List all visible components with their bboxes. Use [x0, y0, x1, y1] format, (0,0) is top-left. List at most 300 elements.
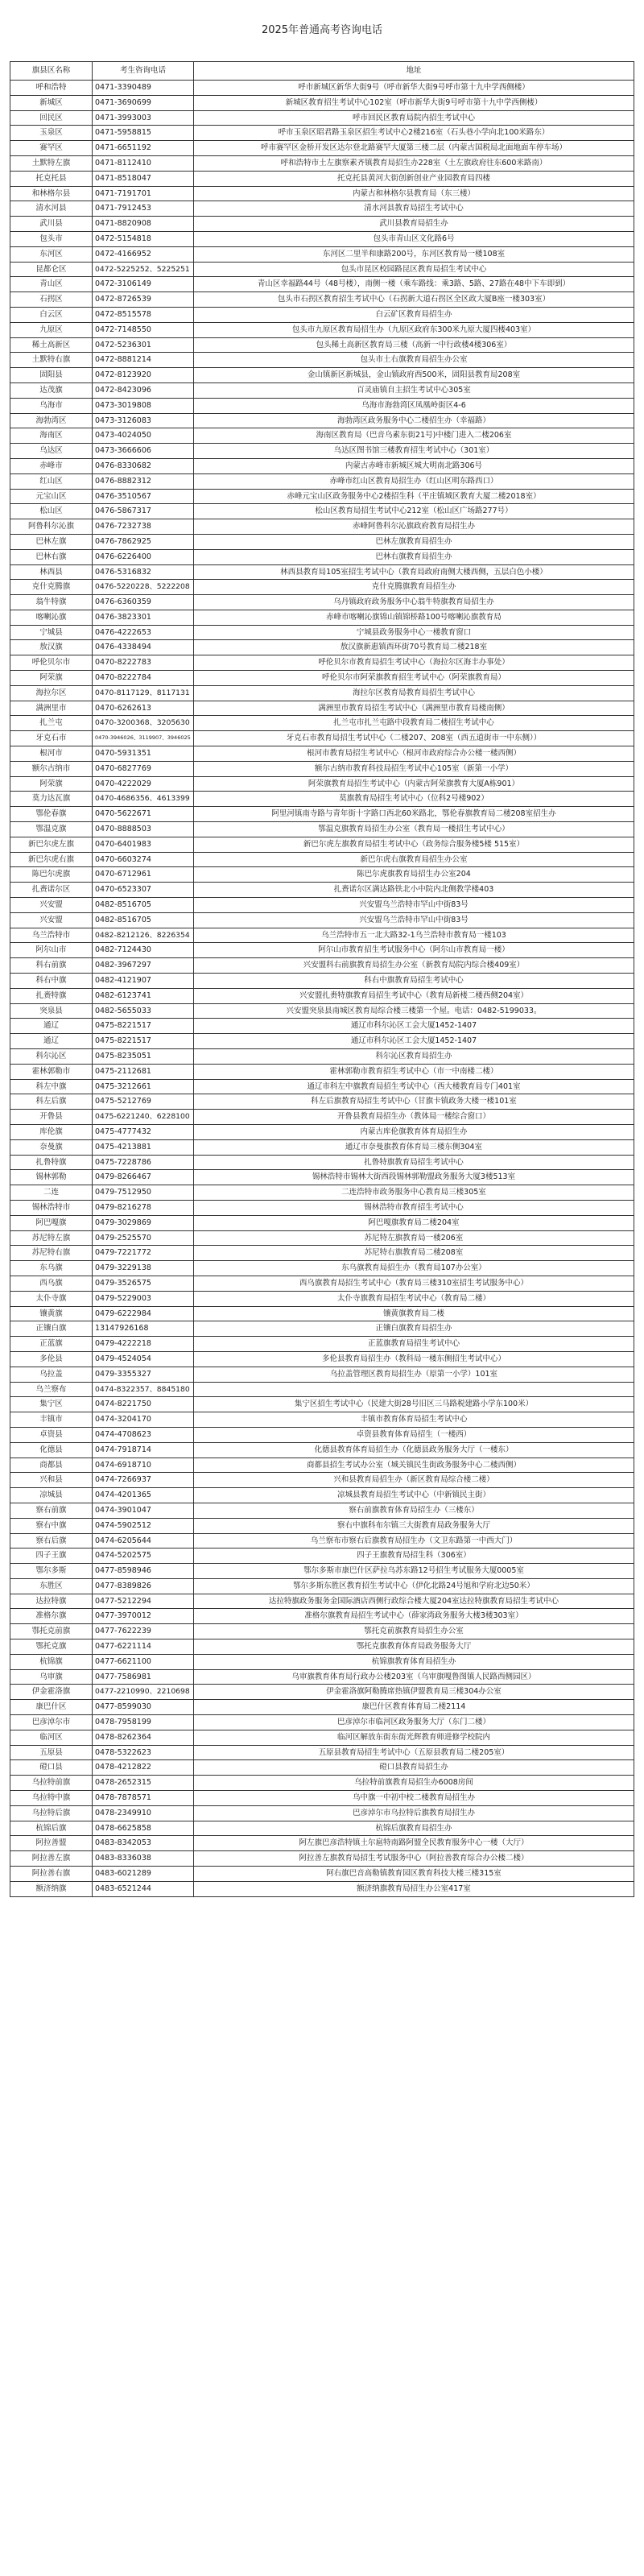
region-cell: 兴安盟 — [10, 912, 93, 928]
region-cell: 察右后旗 — [10, 1533, 93, 1548]
phone-cell: 0482-5655033 — [93, 1003, 194, 1019]
address-cell: 锡林浩特市锡林大街西段锡林郭勒盟政务服务大厦3楼513室 — [194, 1170, 634, 1185]
region-cell: 阿尔山市 — [10, 943, 93, 958]
table-row — [10, 1382, 634, 1397]
phone-cell: 0471-5958815 — [93, 126, 194, 141]
table-row — [10, 337, 634, 353]
table-row — [10, 625, 634, 640]
region-cell: 化德县 — [10, 1442, 93, 1458]
table-row — [10, 1427, 634, 1442]
region-cell: 回民区 — [10, 110, 93, 126]
phone-cell: 0477-8599030 — [93, 1700, 194, 1715]
address-cell: 托克托县黄河大街创新创业产业园教育局四楼 — [194, 171, 634, 186]
table-row — [10, 1685, 634, 1700]
table-row — [10, 246, 634, 262]
table-row — [10, 1185, 634, 1201]
address-cell: 阿拉善左旗教育局招生考试服务中心（阿拉善教育综合办公楼二楼） — [194, 1851, 634, 1867]
region-cell: 翁牛特旗 — [10, 595, 93, 610]
table-row — [10, 368, 634, 383]
table-row — [10, 307, 634, 322]
address-cell: 包头市石拐区教育招生考试中心（石拐新大道石拐区全区政大厦B座一楼303室） — [194, 292, 634, 308]
phone-cell: 0470-6262613 — [93, 701, 194, 716]
phone-cell: 0471-3390489 — [93, 81, 194, 96]
phone-cell: 0482-8212126、8226354 — [93, 928, 194, 943]
address-cell: 阿里河镇南寺路与青年街十字路口西北60米路北，鄂伦春旗教育局二楼208室招生办 — [194, 807, 634, 822]
table-row — [10, 852, 634, 867]
table-row — [10, 958, 634, 974]
table-row — [10, 428, 634, 444]
table-row — [10, 489, 634, 504]
table-row — [10, 1654, 634, 1669]
table-row — [10, 564, 634, 580]
address-cell: 科左后旗教育局招生考试中心（甘旗卡镇政务大楼一楼101室 — [194, 1094, 634, 1110]
phone-cell: 0478-8262364 — [93, 1730, 194, 1745]
phone-cell: 0475-7228786 — [93, 1155, 194, 1170]
phone-cell: 0471-8820908 — [93, 217, 194, 232]
table-row — [10, 867, 634, 883]
address-cell: 包头市土右旗教育局招生办公室 — [194, 353, 634, 368]
address-cell: 满洲里市教育局招生考试中心（满洲里市教育局楼南侧） — [194, 701, 634, 716]
table-row — [10, 1200, 634, 1215]
address-cell: 阿荣旗教育局招生考试中心（内蒙古阿荣旗教育大厦A栋901） — [194, 776, 634, 792]
phone-cell: 0476-4338494 — [93, 640, 194, 655]
address-cell: 杭锦后旗教育局招生办 — [194, 1821, 634, 1836]
phone-cell: 0477-2210990、2210698 — [93, 1685, 194, 1700]
region-cell: 兴和县 — [10, 1473, 93, 1488]
region-cell: 克什克腾旗 — [10, 580, 93, 595]
region-cell: 包头市 — [10, 231, 93, 246]
table-row — [10, 413, 634, 428]
table-row — [10, 1367, 634, 1382]
region-cell: 凉城县 — [10, 1488, 93, 1503]
address-cell: 正蓝旗教育局招生考试中心 — [194, 1337, 634, 1352]
phone-cell: 0478-4212822 — [93, 1760, 194, 1776]
table-row — [10, 262, 634, 277]
address-cell: 开鲁县教育局招生办（教体局一楼综合窗口） — [194, 1110, 634, 1125]
address-cell: 巴彦淖尔市乌拉特后旗教育局招生办 — [194, 1805, 634, 1821]
address-cell: 松山区教育局招生考试中心212室（松山区广场路277号） — [194, 504, 634, 519]
phone-cell: 0474-5202575 — [93, 1548, 194, 1564]
region-cell: 鄂伦春旗 — [10, 807, 93, 822]
address-cell: 扎赉诺尔区满达路铁北小中院内北侧教学楼403 — [194, 883, 634, 898]
address-cell: 巴彦淖尔市临河区政务服务大厅（东门二楼） — [194, 1715, 634, 1730]
address-cell: 镶黄旗教育局二楼 — [194, 1306, 634, 1321]
region-cell: 商都县 — [10, 1458, 93, 1473]
region-cell: 九原区 — [10, 322, 93, 337]
address-cell — [194, 1382, 634, 1397]
table-row — [10, 1881, 634, 1896]
phone-cell: 0475-4777432 — [93, 1124, 194, 1139]
phone-cell: 0482-6123741 — [93, 988, 194, 1003]
region-cell: 海勃湾区 — [10, 413, 93, 428]
phone-cell: 0473-4024050 — [93, 428, 194, 444]
phone-cell: 0474-5902512 — [93, 1518, 194, 1533]
address-cell: 太仆寺旗教育局招生考试中心（教育局二楼） — [194, 1291, 634, 1306]
address-cell: 宁城县政务服务中心一楼教育窗口 — [194, 625, 634, 640]
region-cell: 丰镇市 — [10, 1412, 93, 1428]
address-cell: 包头市九原区教育局招生办（九原区政府东300米九原大厦四楼403室） — [194, 322, 634, 337]
address-cell: 杭锦旗教育体育局招生办 — [194, 1654, 634, 1669]
phone-cell: 0475-8235051 — [93, 1049, 194, 1065]
region-cell: 牙克石市 — [10, 731, 93, 746]
region-cell: 正蓝旗 — [10, 1337, 93, 1352]
region-cell: 扎兰屯 — [10, 716, 93, 731]
region-cell: 扎鲁特旗 — [10, 1155, 93, 1170]
document-title: 2025年普通高考咨询电话 — [261, 24, 383, 36]
phone-cell: 0470-3946026、3119907、3946025 — [93, 731, 194, 746]
address-cell: 东河区二里半和康路200号，东河区教育局一楼108室 — [194, 246, 634, 262]
phone-cell: 0479-7221772 — [93, 1246, 194, 1261]
phone-cell: 0473-3666606 — [93, 444, 194, 459]
table-row — [10, 1548, 634, 1564]
phone-cell: 0472-8123920 — [93, 368, 194, 383]
region-cell: 和林格尔县 — [10, 186, 93, 201]
address-cell: 包头稀土高新区教育局三楼（高新一中行政楼4楼306室） — [194, 337, 634, 353]
table-row — [10, 655, 634, 671]
phone-cell: 0471-8112410 — [93, 155, 194, 171]
phone-cell: 0479-6222984 — [93, 1306, 194, 1321]
table-row — [10, 1700, 634, 1715]
address-cell: 牙克石市教育局招生考试中心（二楼207、208室（西五道街市一中东侧）） — [194, 731, 634, 746]
address-cell: 临河区解放东街东街光辉教育师进修学校院内 — [194, 1730, 634, 1745]
address-cell: 金山镇新区新城县，金山镇政府西500米，固阳县教育局208室 — [194, 368, 634, 383]
phone-cell: 0474-3204170 — [93, 1412, 194, 1428]
region-cell: 赛罕区 — [10, 141, 93, 156]
table-row — [10, 171, 634, 186]
address-cell: 敖汉旗新惠镇西环街70号教育局二楼218室 — [194, 640, 634, 655]
address-cell: 卓资县教育体育局招生（一楼西） — [194, 1427, 634, 1442]
address-cell: 乌丹镇政府政务服务中心翁牛特旗教育局招生办 — [194, 595, 634, 610]
table-row — [10, 1836, 634, 1851]
address-cell: 集宁区招生考试中心（民建大街28号旧区三马路税建路小学东100米） — [194, 1397, 634, 1412]
address-cell: 呼伦贝尔市阿荣旗教育招生考试中心（阿荣旗教育局） — [194, 671, 634, 686]
phone-cell: 0475-4213881 — [93, 1139, 194, 1155]
phone-cell: 0471-7912453 — [93, 201, 194, 217]
table-row — [10, 1351, 634, 1367]
region-cell: 稀土高新区 — [10, 337, 93, 353]
region-cell: 阿拉善左旗 — [10, 1851, 93, 1867]
region-cell: 玉泉区 — [10, 126, 93, 141]
address-cell: 察右前旗教育体育局招生办（三楼东） — [194, 1503, 634, 1518]
table-row — [10, 155, 634, 171]
phone-cell: 0470-4222029 — [93, 776, 194, 792]
region-cell: 库伦旗 — [10, 1124, 93, 1139]
phone-cell: 0475-2112681 — [93, 1064, 194, 1079]
phone-cell: 0479-8216278 — [93, 1200, 194, 1215]
table-row — [10, 928, 634, 943]
phone-cell: 0477-8389826 — [93, 1578, 194, 1594]
phone-cell: 0476-5220228、5222208 — [93, 580, 194, 595]
phone-cell: 0479-4222218 — [93, 1337, 194, 1352]
address-cell: 包头市昆区校园路昆区教育局招生考试中心 — [194, 262, 634, 277]
region-cell: 乌拉特后旗 — [10, 1805, 93, 1821]
table-row — [10, 580, 634, 595]
phone-cell: 0475-5212769 — [93, 1094, 194, 1110]
address-cell: 乌兰察布市察右后旗教育局招生办（文卫东路第一中西大门） — [194, 1533, 634, 1548]
region-cell: 阿鲁科尔沁旗 — [10, 519, 93, 535]
table-row — [10, 1639, 634, 1655]
region-cell: 鄂托克旗 — [10, 1639, 93, 1655]
phone-cell: 0474-7918714 — [93, 1442, 194, 1458]
phone-cell: 0470-8117129、8117131 — [93, 685, 194, 701]
address-cell: 赤峰阿鲁科尔沁旗政府教育局招生办 — [194, 519, 634, 535]
address-cell: 呼市回民区教育局院内招生考试中心 — [194, 110, 634, 126]
table-row — [10, 792, 634, 807]
table-row — [10, 519, 634, 535]
phone-cell: 0474-6205644 — [93, 1533, 194, 1548]
region-cell: 科尔沁区 — [10, 1049, 93, 1065]
table-row — [10, 1791, 634, 1806]
phone-cell: 0478-2349910 — [93, 1805, 194, 1821]
region-cell: 杭锦后旗 — [10, 1821, 93, 1836]
table-row — [10, 1473, 634, 1488]
phone-cell: 0470-3200368、3205630 — [93, 716, 194, 731]
table-header-row — [10, 62, 634, 81]
phone-cell: 0474-8322357、8845180 — [93, 1382, 194, 1397]
phone-cell: 0476-8330682 — [93, 458, 194, 473]
phone-cell: 0472-8515578 — [93, 307, 194, 322]
address-cell: 内蒙古赤峰市新城区城大明南北路306号 — [194, 458, 634, 473]
region-cell: 五原县 — [10, 1745, 93, 1760]
region-cell: 集宁区 — [10, 1397, 93, 1412]
address-cell: 百灵庙镇自主招生考试中心305室 — [194, 382, 634, 398]
region-cell: 乌审旗 — [10, 1669, 93, 1685]
region-cell: 通辽 — [10, 1019, 93, 1034]
phone-cell: 0474-7266937 — [93, 1473, 194, 1488]
table-row — [10, 1594, 634, 1609]
header-phone: 考生咨询电话 — [93, 62, 194, 81]
phone-cell: 0476-4222653 — [93, 625, 194, 640]
address-cell: 磴口县教育局招生办 — [194, 1760, 634, 1776]
phone-cell: 0479-5229003 — [93, 1291, 194, 1306]
region-cell: 敖汉旗 — [10, 640, 93, 655]
phone-cell: 0476-3823301 — [93, 610, 194, 625]
address-cell: 内蒙古库伦旗教育体育局招生办 — [194, 1124, 634, 1139]
table-row — [10, 1215, 634, 1230]
table-row — [10, 701, 634, 716]
region-cell: 扎赉特旗 — [10, 988, 93, 1003]
region-cell: 海南区 — [10, 428, 93, 444]
table-row — [10, 1110, 634, 1125]
phone-cell: 0482-8516705 — [93, 898, 194, 913]
address-cell: 察右中旗科布尔镇三大街教育局政务服务大厅 — [194, 1518, 634, 1533]
table-row — [10, 943, 634, 958]
address-cell: 乌中旗一中初中校二楼教育局招生办 — [194, 1791, 634, 1806]
address-cell: 商都县招生考试办公室（城关镇民生街政务服务中心二楼西侧） — [194, 1458, 634, 1473]
table-row — [10, 231, 634, 246]
table-row — [10, 534, 634, 549]
header-address: 地址 — [194, 62, 634, 81]
table-row — [10, 822, 634, 837]
address-cell: 乌兰浩特市五一北大路32-1乌兰浩特市教育局一楼103 — [194, 928, 634, 943]
region-cell: 乌海市 — [10, 398, 93, 413]
phone-cell: 0471-3690699 — [93, 95, 194, 110]
table-row — [10, 504, 634, 519]
phone-cell: 0472-5225252、5225251 — [93, 262, 194, 277]
region-cell: 多伦县 — [10, 1351, 93, 1367]
region-cell: 锡林郭勒 — [10, 1170, 93, 1185]
phone-cell: 0479-7512950 — [93, 1185, 194, 1201]
region-cell: 苏尼特右旗 — [10, 1246, 93, 1261]
region-cell: 白云区 — [10, 307, 93, 322]
region-cell: 达拉特旗 — [10, 1594, 93, 1609]
table-row — [10, 776, 634, 792]
address-cell: 扎兰屯市扎兰屯路中段教育局二楼招生考试中心 — [194, 716, 634, 731]
table-row — [10, 1488, 634, 1503]
region-cell: 额济纳旗 — [10, 1881, 93, 1896]
region-cell: 东胜区 — [10, 1578, 93, 1594]
table-row — [10, 1049, 634, 1065]
phone-cell: 0477-8598946 — [93, 1564, 194, 1579]
table-row — [10, 898, 634, 913]
address-cell: 阿左旗巴彦浩特镇土尔扈特南路阿盟全民教育服务中心一楼（大厅） — [194, 1836, 634, 1851]
phone-cell: 0473-3126083 — [93, 413, 194, 428]
region-cell: 科右前旗 — [10, 958, 93, 974]
table-row — [10, 217, 634, 232]
address-cell: 巴林左旗教育局招生办 — [194, 534, 634, 549]
address-cell: 乌拉特前旗教育局招生办6008房间 — [194, 1776, 634, 1791]
region-cell: 宁城县 — [10, 625, 93, 640]
address-cell: 东乌旗教育局招生办（教育局107办公室） — [194, 1261, 634, 1276]
address-cell: 正镶白旗教育局招生办 — [194, 1321, 634, 1337]
phone-cell: 0479-3029869 — [93, 1215, 194, 1230]
region-cell: 青山区 — [10, 277, 93, 292]
table-row — [10, 1564, 634, 1579]
address-cell: 鄂温克旗教育局招生办公室（教育局一楼招生考试中心） — [194, 822, 634, 837]
region-cell: 东乌旗 — [10, 1261, 93, 1276]
address-cell: 赤峰元宝山区政务服务中心2楼招生科（平庄镇城区教育大厦二楼2018室） — [194, 489, 634, 504]
phone-cell: 0482-8516705 — [93, 912, 194, 928]
address-cell: 莫旗教育局招生考试中心（位科2号楼902） — [194, 792, 634, 807]
region-cell: 乌拉盖 — [10, 1367, 93, 1382]
table-row — [10, 1745, 634, 1760]
table-row — [10, 1139, 634, 1155]
address-cell: 苏尼特右旗教育局二楼208室 — [194, 1246, 634, 1261]
region-cell: 新巴尔虎右旗 — [10, 852, 93, 867]
table-row — [10, 1246, 634, 1261]
region-cell: 阿荣旗 — [10, 776, 93, 792]
region-cell: 额尔古纳市 — [10, 761, 93, 776]
phone-cell: 0482-4121907 — [93, 974, 194, 989]
table-row — [10, 1155, 634, 1170]
table-row — [10, 201, 634, 217]
phone-cell: 0483-8342053 — [93, 1836, 194, 1851]
phone-cell: 0483-8336038 — [93, 1851, 194, 1867]
table-row — [10, 807, 634, 822]
phone-cell: 0471-3993003 — [93, 110, 194, 126]
address-cell: 扎鲁特旗教育局招生考试中心 — [194, 1155, 634, 1170]
region-cell: 昆都仑区 — [10, 262, 93, 277]
phone-cell: 0470-4686356、4613399 — [93, 792, 194, 807]
address-cell: 阿右旗巴音高勒镇教育园区教育科技大楼三楼315室 — [194, 1867, 634, 1882]
phone-cell: 0470-6603274 — [93, 852, 194, 867]
table-row — [10, 640, 634, 655]
region-cell: 太仆寺旗 — [10, 1291, 93, 1306]
phone-cell: 0477-5212294 — [93, 1594, 194, 1609]
table-row — [10, 716, 634, 731]
region-cell: 清水河县 — [10, 201, 93, 217]
address-cell: 鄂托克旗教育体育局政务服务大厅 — [194, 1639, 634, 1655]
phone-cell: 0470-8222783 — [93, 655, 194, 671]
region-cell: 固阳县 — [10, 368, 93, 383]
region-cell: 元宝山区 — [10, 489, 93, 504]
region-cell: 土默特左旗 — [10, 155, 93, 171]
table-row — [10, 1760, 634, 1776]
region-cell: 科左后旗 — [10, 1094, 93, 1110]
table-row — [10, 1533, 634, 1548]
phone-cell: 0474-8221750 — [93, 1397, 194, 1412]
table-row — [10, 1867, 634, 1882]
phone-cell: 0479-3355327 — [93, 1367, 194, 1382]
phone-cell: 0478-5322623 — [93, 1745, 194, 1760]
address-cell: 根河市教育局招生考试中心（根河市政府综合办公楼一楼西侧） — [194, 746, 634, 762]
table-row — [10, 444, 634, 459]
region-cell: 巴彦淖尔市 — [10, 1715, 93, 1730]
phone-cell: 0472-5154818 — [93, 231, 194, 246]
table-row — [10, 610, 634, 625]
phone-cell: 0474-3901047 — [93, 1503, 194, 1518]
phone-cell: 0479-4524054 — [93, 1351, 194, 1367]
phone-cell: 0479-8266467 — [93, 1170, 194, 1185]
address-cell: 通辽市科尔沁区工会大厦1452-1407 — [194, 1019, 634, 1034]
region-cell: 乌兰浩特市 — [10, 928, 93, 943]
phone-cell: 0476-5316832 — [93, 564, 194, 580]
address-cell: 通辽市科尔沁区工会大厦1452-1407 — [194, 1034, 634, 1049]
phone-cell: 0471-7191701 — [93, 186, 194, 201]
table-row — [10, 1851, 634, 1867]
region-cell: 陈巴尔虎旗 — [10, 867, 93, 883]
region-cell: 奈曼旗 — [10, 1139, 93, 1155]
table-row — [10, 1669, 634, 1685]
region-cell: 二连 — [10, 1185, 93, 1201]
table-row — [10, 1518, 634, 1533]
phone-cell: 0474-4201365 — [93, 1488, 194, 1503]
region-cell: 通辽 — [10, 1034, 93, 1049]
phone-cell: 0471-8518047 — [93, 171, 194, 186]
address-cell: 乌审旗教育体育局行政办公楼203室（乌审旗嘎鲁图镇人民路西侧园区） — [194, 1669, 634, 1685]
address-cell: 五原县教育局招生考试中心（五原县教育局二楼205室） — [194, 1745, 634, 1760]
table-row — [10, 731, 634, 746]
region-cell: 科右中旗 — [10, 974, 93, 989]
address-cell: 呼市玉泉区昭君路玉泉区招生考试中心2楼216室（石头巷小学向北100米路东） — [194, 126, 634, 141]
region-cell: 东河区 — [10, 246, 93, 262]
table-row — [10, 761, 634, 776]
table-row — [10, 746, 634, 762]
region-cell: 喀喇沁旗 — [10, 610, 93, 625]
table-row — [10, 974, 634, 989]
table-row — [10, 883, 634, 898]
table-row — [10, 1079, 634, 1094]
address-cell: 额尔古纳市教育科技局招生考试中心105室（新第一小学） — [194, 761, 634, 776]
table-row — [10, 912, 634, 928]
phone-cell: 0477-6621100 — [93, 1654, 194, 1669]
table-row — [10, 1458, 634, 1473]
region-cell: 阿巴嘎旗 — [10, 1215, 93, 1230]
phone-cell: 0479-2525570 — [93, 1230, 194, 1246]
region-cell: 镶黄旗 — [10, 1306, 93, 1321]
phone-cell: 0476-7862925 — [93, 534, 194, 549]
address-cell: 通辽市科左中旗教育局招生考试中心（西大楼教育局专门401室 — [194, 1079, 634, 1094]
region-cell: 鄂托克前旗 — [10, 1624, 93, 1639]
table-row — [10, 1291, 634, 1306]
table-row — [10, 186, 634, 201]
table-row — [10, 1442, 634, 1458]
region-cell: 满洲里市 — [10, 701, 93, 716]
address-cell: 克什克腾旗教育局招生办 — [194, 580, 634, 595]
phone-cell: 0476-6360359 — [93, 595, 194, 610]
table-row — [10, 1003, 634, 1019]
phone-cell: 0483-6521244 — [93, 1881, 194, 1896]
